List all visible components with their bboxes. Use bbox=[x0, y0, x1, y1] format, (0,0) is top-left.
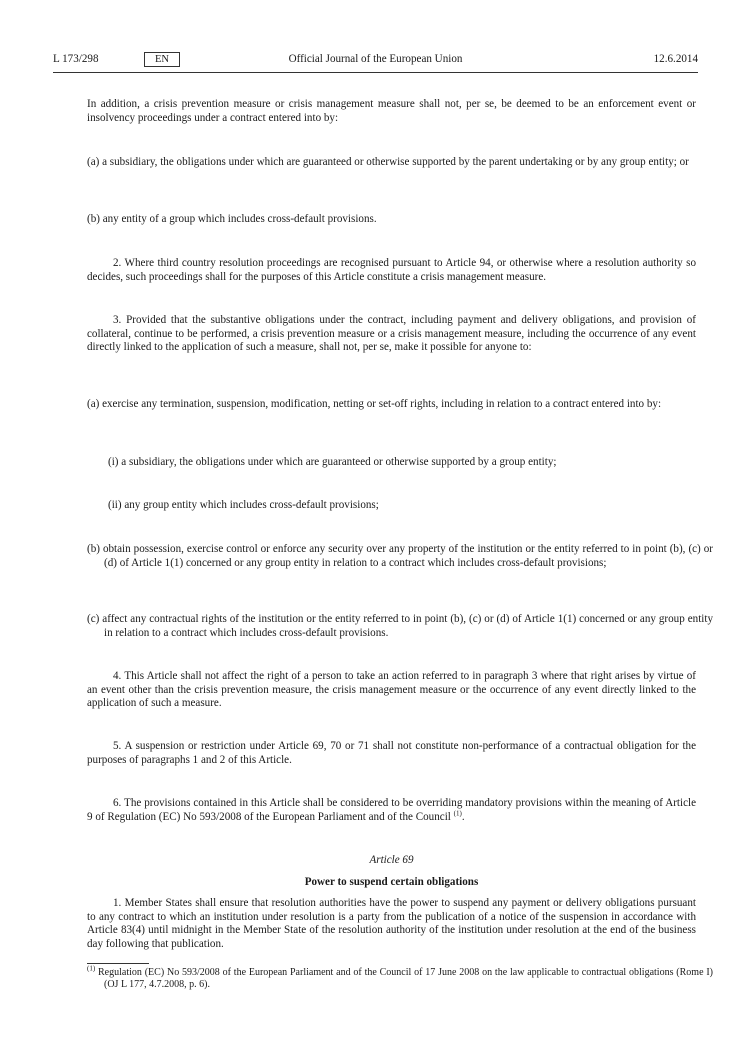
page-reference: L 173/298 bbox=[53, 53, 99, 65]
paragraph-6 bbox=[87, 797, 696, 824]
paragraph-3-item-a: (a) exercise any termination, suspension, modification, netting or set-off rights, including in relation to a contract entered into by: bbox=[87, 398, 662, 410]
paragraph-2: 2. Where third country resolution proceedings are recognised pursuant to Article 94, or otherwise where a resolution authority so decides, such proceedings shall for the purposes of this Article constitute a crisis management measure. bbox=[87, 257, 696, 283]
footnote-marker: (1) bbox=[87, 964, 96, 973]
paragraph-3: 3. Provided that the substantive obligations under the contract, including payment and delivery obligations, and provision of collateral, continue to be performed, a crisis prevention measure or a crisis management measure, including the occurrence of any event directly linked to the application of such a measure, shall not, per se, make it possible for anyone to: bbox=[87, 314, 696, 353]
page-header bbox=[53, 52, 698, 73]
footnote-divider bbox=[87, 963, 149, 964]
footnote-text: Regulation (EC) No 593/2008 of the European Parliament and of the Council of 17 June 2008 on the law applicable to contractual obligations (Rome I) (OJ L 177, 4.7.2008, p. 6). bbox=[95, 967, 713, 990]
journal-title: Official Journal of the European Union bbox=[288, 53, 463, 65]
paragraph-3-item-a-i: (i) a subsidiary, the obligations under which are guaranteed or otherwise supported by a group entity; bbox=[108, 456, 557, 468]
footnote bbox=[87, 964, 713, 991]
paragraph-6-text: 6. The provisions contained in this Article shall be considered to be overriding mandatory provisions within the meaning of Article 9 of Regulation (EC) No 593/2008 of the European Parliament and of the Council bbox=[87, 797, 696, 823]
paragraph-6-end: . bbox=[461, 810, 465, 823]
article-title: Power to suspend certain obligations bbox=[304, 876, 479, 888]
article-69-paragraph-1: 1. Member States shall ensure that resolution authorities have the power to suspend any payment or delivery obligations pursuant to any contract to which an institution under resolution is a party from the publication of a notice of the suspension in accordance with Article 83(4) until midnight in the Member State of the resolution authority of the institution under resolution at the end of the business day following that publication. bbox=[87, 897, 696, 950]
intro-paragraph: In addition, a crisis prevention measure or crisis management measure shall not, per se, be deemed to be an enforcement event or insolvency proceedings under a contract entered into by: bbox=[87, 98, 696, 124]
intro-item-b: (b) any entity of a group which includes cross-default provisions. bbox=[87, 213, 377, 225]
paragraph-5: 5. A suspension or restriction under Article 69, 70 or 71 shall not constitute non-performance of a contractual obligation for the purposes of paragraphs 1 and 2 of this Article. bbox=[87, 740, 696, 766]
paragraph-3-item-a-ii: (ii) any group entity which includes cross-default provisions; bbox=[108, 499, 379, 511]
footnote-reference[interactable]: (1) bbox=[453, 808, 462, 817]
publication-date: 12.6.2014 bbox=[653, 53, 698, 65]
intro-item-a: (a) a subsidiary, the obligations under which are guaranteed or otherwise supported by the parent undertaking or by any group entity; or bbox=[87, 156, 689, 168]
paragraph-4: 4. This Article shall not affect the right of a person to take an action referred to in paragraph 3 where that right arises by virtue of an event other than the crisis prevention measure, the crisis management measure or the occurrence of any event directly linked to the application of such a measure. bbox=[87, 670, 696, 709]
language-badge: EN bbox=[144, 52, 180, 67]
paragraph-3-item-b: (b) obtain possession, exercise control or enforce any security over any property of the institution or the entity referred to in point (b), (c) or (d) of Article 1(1) concerned or any group entity in relation to a contract which includes cross-default provisions; bbox=[87, 543, 713, 569]
article-number: Article 69 bbox=[369, 854, 414, 866]
paragraph-3-item-c: (c) affect any contractual rights of the institution or the entity referred to in point (b), (c) or (d) of Article 1(1) concerned or any group entity in relation to a contract which includes cross-default provisions. bbox=[87, 613, 713, 639]
